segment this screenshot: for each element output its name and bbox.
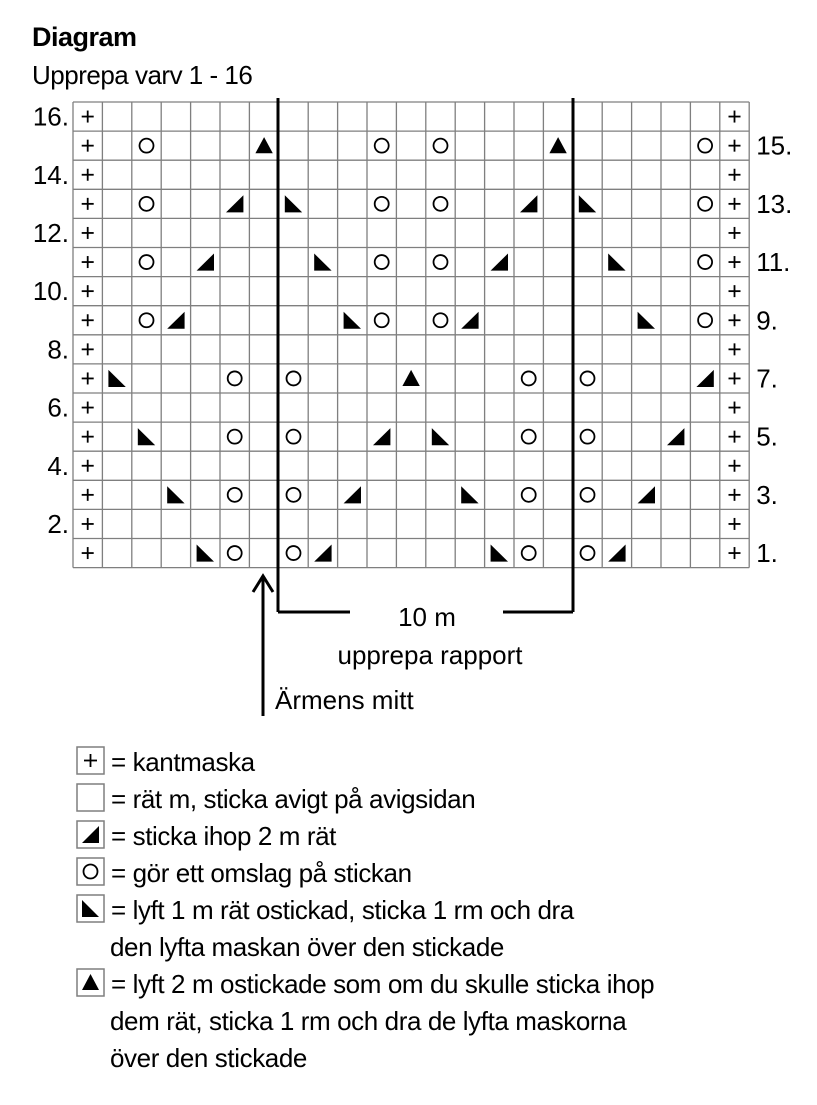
yarn-over-mark (228, 371, 242, 385)
yarn-over-mark (698, 313, 712, 327)
skp-mark (432, 428, 449, 445)
row-number: 13. (756, 188, 793, 219)
legend-text: dem rät, sticka 1 rm och dra de lyfta maskorna (110, 1006, 627, 1036)
diagram-title: Diagram (32, 22, 137, 52)
k2tog-mark (608, 545, 625, 562)
legend-text: = sticka ihop 2 m rät (111, 821, 336, 851)
row-number: 8. (47, 334, 69, 365)
k2tog-mark (461, 312, 478, 329)
row-number: 14. (32, 159, 69, 190)
double-decrease-mark (549, 137, 566, 153)
yarn-over-mark (581, 488, 595, 502)
k2tog-icon (76, 820, 105, 849)
yarn-over-mark (698, 139, 712, 153)
k2tog-mark (696, 370, 713, 387)
k2tog-mark (667, 428, 684, 445)
repeat-sublabel: upprepa rapport (337, 640, 523, 670)
yo-icon (76, 857, 105, 886)
k2tog-mark (314, 545, 331, 562)
row-number: 7. (756, 363, 778, 394)
yarn-over-mark (375, 313, 389, 327)
row-number: 5. (756, 421, 778, 452)
skp-mark (108, 370, 125, 387)
yarn-over-mark (287, 371, 301, 385)
yarn-over-mark (581, 371, 595, 385)
skp-mark (167, 486, 184, 503)
double-decrease-mark (255, 137, 272, 153)
skp-mark (491, 545, 508, 562)
row-number: 9. (756, 305, 778, 336)
row-number: 1. (756, 538, 778, 569)
legend-text: över den stickade (110, 1043, 307, 1073)
k2tog-mark (638, 486, 655, 503)
row-number: 6. (47, 392, 69, 423)
yarn-over-mark (140, 255, 154, 269)
center-label: Ärmens mitt (275, 685, 414, 715)
yarn-over-mark (140, 197, 154, 211)
legend-text: = rät m, sticka avigt på avigsidan (111, 784, 476, 814)
skp-mark (314, 254, 331, 271)
yarn-over-mark (698, 255, 712, 269)
skp-mark (638, 312, 655, 329)
yarn-over-mark (581, 430, 595, 444)
legend-text: = lyft 1 m rät ostickad, sticka 1 rm och dra (111, 895, 574, 925)
skp-mark (579, 195, 596, 212)
skp-mark (608, 254, 625, 271)
yarn-over-mark (287, 488, 301, 502)
yarn-over-mark (698, 197, 712, 211)
repeat-label: 10 m (398, 602, 456, 632)
yarn-over-mark (375, 255, 389, 269)
k2tog-mark (226, 195, 243, 212)
row-number: 4. (47, 450, 69, 481)
double-decrease-mark (402, 370, 419, 386)
yarn-over-mark (375, 197, 389, 211)
skp-mark (344, 312, 361, 329)
yarn-over-mark (287, 546, 301, 560)
yarn-over-mark (228, 488, 242, 502)
yarn-over-mark (228, 546, 242, 560)
chart-symbols (82, 111, 741, 562)
row-number: 3. (756, 479, 778, 510)
k2tog-mark (491, 254, 508, 271)
yarn-over-mark (434, 313, 448, 327)
k2tog-mark (520, 195, 537, 212)
yarn-over-mark (434, 255, 448, 269)
legend-text: den lyfta maskan över den stickade (110, 932, 504, 962)
row-number: 12. (32, 217, 69, 248)
diagram-subtitle: Upprepa varv 1 - 16 (32, 60, 253, 90)
row-number: 16. (32, 101, 69, 132)
plus-icon (76, 746, 105, 775)
legend-text: = gör ett omslag på stickan (111, 858, 412, 888)
yarn-over-mark (140, 313, 154, 327)
k2tog-mark (197, 254, 214, 271)
yarn-over-mark (522, 371, 536, 385)
legend-text: = lyft 2 m ostickade som om du skulle sticka ihop (111, 969, 655, 999)
k2tog-mark (373, 428, 390, 445)
row-number: 2. (47, 508, 69, 539)
row-number: 10. (32, 276, 69, 307)
k2tog-mark (344, 486, 361, 503)
yarn-over-mark (140, 139, 154, 153)
yarn-over-mark (434, 139, 448, 153)
skp-mark (461, 486, 478, 503)
k2tog-mark (167, 312, 184, 329)
yarn-over-mark (287, 430, 301, 444)
yarn-over-mark (522, 488, 536, 502)
skp-mark (197, 545, 214, 562)
skp-icon (76, 894, 105, 923)
yarn-over-mark (581, 546, 595, 560)
yarn-over-mark (228, 430, 242, 444)
row-number: 15. (756, 130, 793, 161)
empty-icon (76, 783, 105, 812)
repeat-markers (253, 98, 573, 716)
skp-mark (285, 195, 302, 212)
yarn-over-mark (522, 546, 536, 560)
yarn-over-mark (375, 139, 389, 153)
row-number: 11. (756, 247, 791, 278)
yarn-over-mark (434, 197, 448, 211)
yarn-over-mark (522, 430, 536, 444)
legend-text: = kantmaska (111, 747, 255, 777)
triangle-icon (76, 968, 105, 997)
skp-mark (138, 428, 155, 445)
